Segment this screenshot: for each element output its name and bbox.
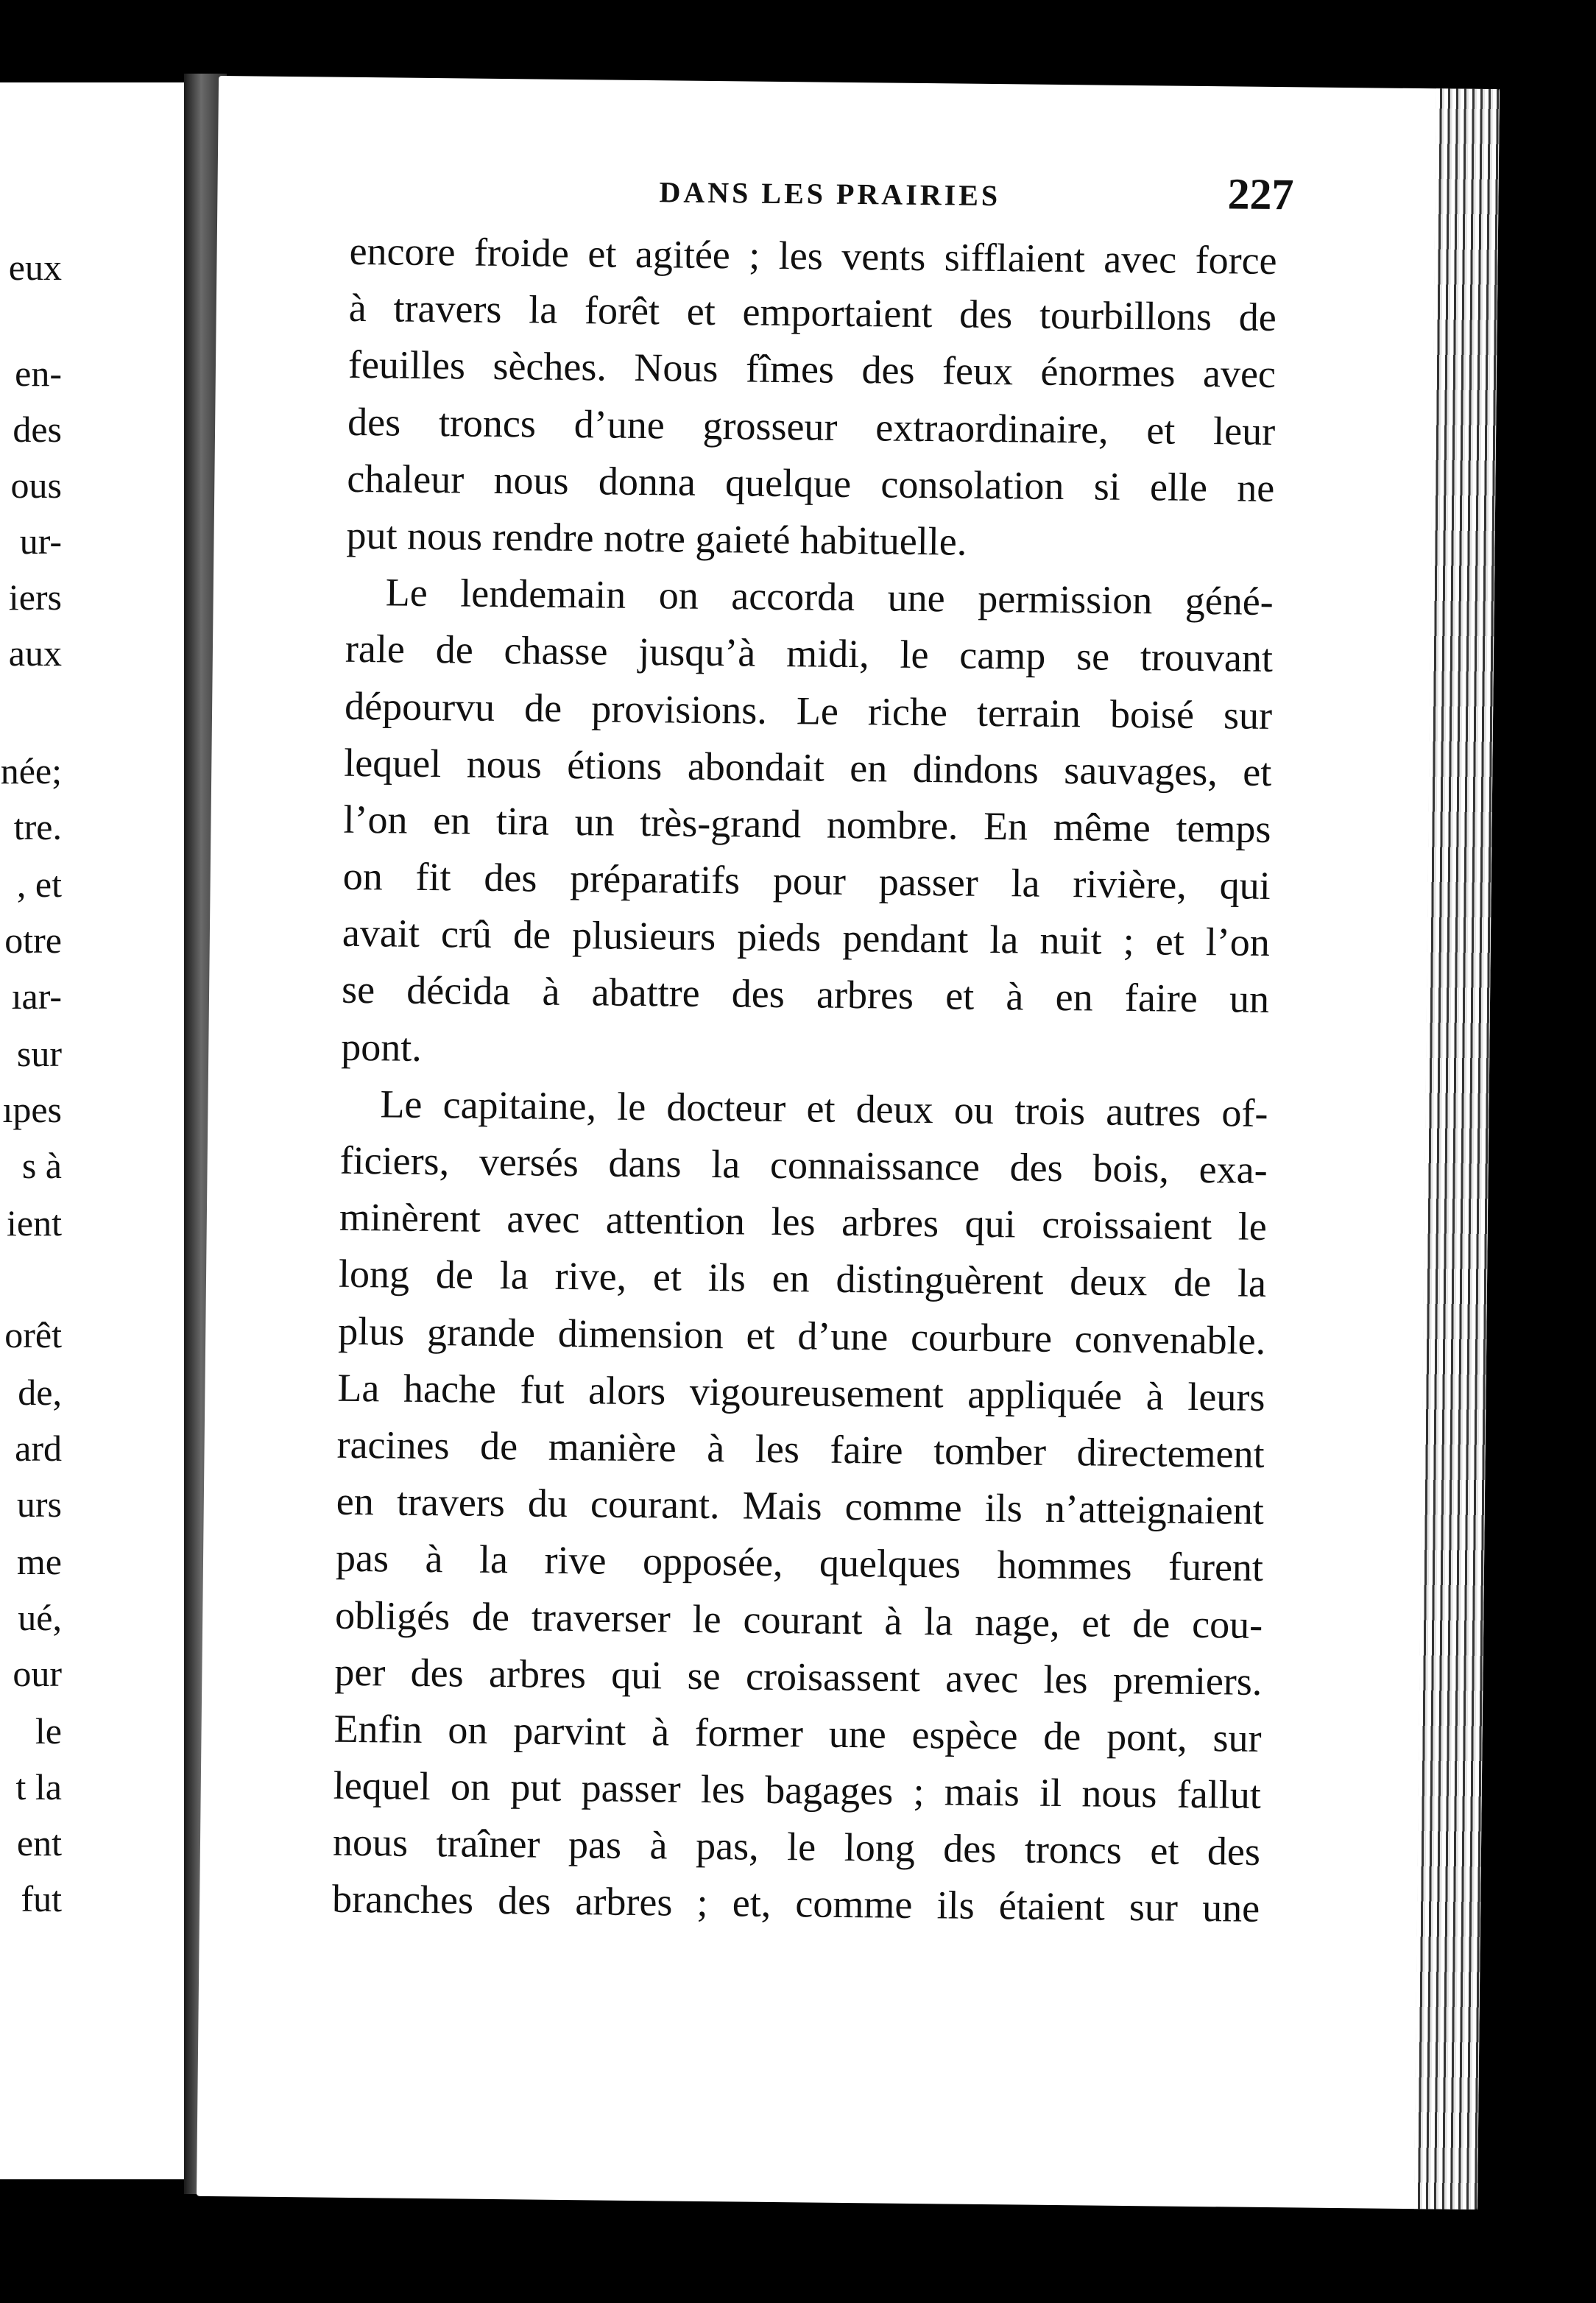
text-line: dépourvu de provisions. Le riche terrain boisé sur xyxy=(344,683,1273,738)
page-number: 227 xyxy=(1227,169,1294,219)
text-line: en travers du courant. Mais comme ils n’atteignaient xyxy=(336,1478,1265,1534)
left-page-word: fut xyxy=(21,1878,62,1919)
body-text xyxy=(332,223,1277,1938)
text-line: long de la rive, et ils en distinguèrent deux de la xyxy=(338,1252,1267,1306)
left-page-word: iers xyxy=(8,576,62,618)
left-page-word: t la xyxy=(15,1766,62,1808)
text-line: put nous rendre notre gaieté habituelle. xyxy=(346,512,967,564)
left-page-word: our xyxy=(13,1653,62,1694)
text-line: à travers la forêt et emportaient des tourbillons de xyxy=(348,286,1277,340)
text-line: chaleur nous donna quelque consolation si elle ne xyxy=(347,456,1275,510)
left-page-word: née; xyxy=(0,750,62,791)
text-line: pas à la rive opposée, quelques hommes furent xyxy=(335,1536,1264,1590)
left-page-word: ent xyxy=(16,1822,62,1863)
left-page-word: aux xyxy=(8,632,62,674)
left-page-word: sur xyxy=(16,1033,62,1074)
previous-page xyxy=(0,82,193,2179)
text-line: pont. xyxy=(341,1024,423,1070)
text-line: l’on en tira un très-grand nombre. En même temps xyxy=(343,797,1271,851)
text-line: minèrent avec attention les arbres qui croissaient le xyxy=(339,1194,1268,1249)
text-line: Le capitaine, le docteur et deux ou trois autres of- xyxy=(380,1082,1268,1135)
left-page-word: ous xyxy=(10,465,62,506)
left-page-word: ué, xyxy=(18,1597,62,1638)
left-page-word: s à xyxy=(21,1145,62,1186)
text-line: rale de chasse jusqu’à midi, le camp se trouvant xyxy=(345,627,1274,681)
left-page-word: ıpes xyxy=(2,1089,62,1130)
left-page-word: de, xyxy=(18,1372,62,1413)
book-page xyxy=(197,76,1500,2209)
left-page-word: tre. xyxy=(13,806,62,847)
left-page-word: me xyxy=(16,1541,62,1582)
left-page-word: des xyxy=(13,409,62,450)
text-line: Enfin on parvint à former une espèce de pont, sur xyxy=(333,1706,1262,1760)
text-line: racines de manière à les faire tomber directement xyxy=(336,1422,1265,1476)
text-line: ficiers, versés dans la connaissance des bois, exa- xyxy=(339,1138,1268,1192)
left-page-word: ur- xyxy=(19,521,62,562)
left-page-word: orêt xyxy=(4,1314,62,1355)
text-line: des troncs d’une grosseur extraordinaire, et leur xyxy=(347,399,1276,454)
page-edge xyxy=(1414,88,1500,2209)
left-page-word: le xyxy=(35,1710,62,1752)
text-line: branches des arbres ; et, comme ils étaient sur une xyxy=(331,1877,1260,1931)
text-line: on fit des préparatifs pour passer la rivière, qui xyxy=(342,853,1271,909)
left-page-word: en- xyxy=(15,353,62,394)
text-line: plus grande dimension et d’une courbure convenable. xyxy=(337,1308,1266,1363)
text-line: obligés de traverser le courant à la nage, et de cou- xyxy=(334,1593,1263,1647)
left-page-word: ard xyxy=(15,1428,62,1469)
text-line: per des arbres qui se croisassent avec les premiers. xyxy=(334,1649,1263,1704)
left-page-word: ient xyxy=(7,1202,62,1244)
text-line: encore froide et agitée ; les vents sifflaient avec force xyxy=(349,228,1277,283)
text-line: La hache fut alors vigoureusement appliquée à leurs xyxy=(337,1365,1265,1419)
text-line: se décida à abattre des arbres et à en faire un xyxy=(341,967,1270,1022)
left-page-word: otre xyxy=(4,920,62,961)
text-line: Le lendemain on accorda une permission géné- xyxy=(385,570,1274,624)
running-head: DANS LES PRAIRIES xyxy=(659,175,1001,213)
left-page-word: urs xyxy=(16,1484,62,1525)
text-line: feuilles sèches. Nous fîmes des feux énormes avec xyxy=(347,342,1277,397)
text-line: lequel on put passer les bagages ; mais il nous fallut xyxy=(333,1763,1262,1817)
text-line: lequel nous étions abondait en dindons sauvages, et xyxy=(344,740,1272,794)
text-line: avait crû de plusieurs pieds pendant la nuit ; et l’on xyxy=(342,911,1271,965)
left-page-word: ıar- xyxy=(11,976,62,1017)
left-page-word: eux xyxy=(8,247,62,288)
text-line: nous traîner pas à pas, le long des troncs et des xyxy=(332,1819,1261,1875)
left-page-word: , et xyxy=(16,864,62,905)
